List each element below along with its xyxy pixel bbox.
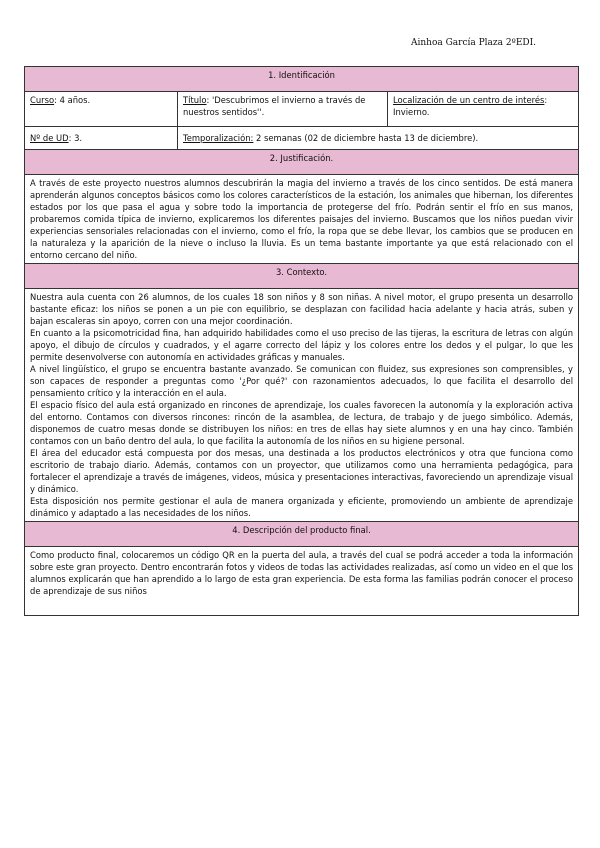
curso-cell <box>25 92 178 127</box>
titulo-label: Título <box>183 95 207 105</box>
contexto-paragraph: El área del educador está compuesta por dos mesas, una destinada a los productos electrónicos y otra que funciona como escritorio de trabajo diario. Además, contamos con un proyector, que utilizamos como una herramienta pedagógica, para fortalecer el aprendizaje a través de imágenes, videos, música y presentaciones interactivas, favoreciendo un aprendizaje visual y dinámico. <box>30 448 574 494</box>
temporalizacion-label: Temporalización: <box>183 133 254 143</box>
producto-text: Como producto final, colocaremos un código QR en la puerta del aula, a través del cual se podrá acceder a toda la información sobre este gran proyecto. Dentro encontrarán fotos y videos de todas las actividades realizadas, así como un video en el que los alumnos explicarán que han aprendido a lo largo de esta gran experiencia. De esta forma las familias podrán conocer el proceso de aprendizaje de sus niños <box>30 550 574 596</box>
justificacion-text: A través de este proyecto nuestros alumnos descubrirán la magia del invierno a través de los cinco sentidos. De está manera aprenderán algunos conceptos básicos como los colores característicos de la estación, los animales que hibernan, los diferentes estados por los que pasa el agua y sobre todo la importancia de protegerse del frío. Podrán sentir el frío en sus manos, probaremos comida típica de invierno, explicaremos los diferentes paisajes del invierno. Buscamos que los niños puedan vivir experiencias sensoriales relacionadas con el invierno, como el frío, la ropa que se debe llevar, los cambios que se producen en la naturaleza y la aparición de la nieve o incluso la lluvia. Es un tema bastante importante ya que está relacionado con el entorno cercano del niño. <box>25 175 579 264</box>
section-title: 1. Identificación <box>25 67 579 92</box>
project-table <box>24 66 579 616</box>
ud-cell <box>25 127 178 150</box>
curso-label: Curso <box>30 95 55 105</box>
section-header-producto <box>25 522 579 547</box>
localizacion-cell <box>388 92 579 127</box>
author-name: Ainhoa García Plaza 2ºEDI. <box>411 38 537 48</box>
contexto-text <box>25 289 579 522</box>
producto-row <box>25 547 579 616</box>
ud-label: Nº de UD <box>30 133 69 143</box>
section-header-justificacion <box>25 150 579 175</box>
justificacion-row <box>25 175 579 264</box>
contexto-paragraph: En cuanto a la psicomotricidad fina, han adquirido habilidades como el uso preciso de las tijeras, la escritura de letras con algún apoyo, el dibujo de círculos y cuadrados, y el agarre correcto del lápiz y los colores entre los dedos y el pulgar, lo que les permite desenvolverse con autonomía en actividades gráficas y manuales. <box>30 328 574 362</box>
contexto-paragraph: El espacio físico del aula está organizado en rincones de aprendizaje, los cuales favorecen la autonomía y la exploración activa del entorno. Contamos con diversos rincones: rincón de la asamblea, de lectura, de trabajo y de juego simbólico. Además, disponemos de cuatro mesas donde se distribuyen los niños: en tres de ellas hay siete alumnos y en una hay cinco. También contamos con un baño dentro del aula, lo que facilita la autonomía de los niños en su higiene personal. <box>30 400 574 446</box>
contexto-paragraph: Nuestra aula cuenta con 26 alumnos, de los cuales 18 son niños y 8 son niñas. A nivel motor, el grupo presenta un desarrollo bastante eficaz: los niños se ponen a un pie con equilibrio, se desplazan con facilidad hacia adelante y hacia atrás, suben y bajan escaleras sin apoyo, corren con una mejor coordinación. <box>30 292 574 326</box>
info-row-2 <box>25 127 579 150</box>
section-title: 4. Descripción del producto final. <box>25 522 579 547</box>
localizacion-value: : Invierno. <box>393 95 548 117</box>
ud-value: : 3. <box>68 133 83 143</box>
section-header-identificacion <box>25 67 579 92</box>
section-header-contexto <box>25 264 579 289</box>
contexto-paragraph: Esta disposición nos permite gestionar el aula de manera organizada y eficiente, promoviendo un ambiente de aprendizaje dinámico y adaptado a las necesidades de los niños. <box>30 496 574 518</box>
section-title: 3. Contexto. <box>25 264 579 289</box>
contexto-row <box>25 289 579 522</box>
curso-value: : 4 años. <box>54 95 91 105</box>
producto-cell <box>25 547 579 616</box>
titulo-value: : 'Descubrimos el invierno a través de nuestros sentidos''. <box>183 95 366 117</box>
info-row-1 <box>25 92 579 127</box>
contexto-paragraph: A nivel lingüístico, el grupo se encuentra bastante avanzado. Se comunican con fluidez, sus expresiones son comprensibles, y son capaces de responder a preguntas como '¿Por qué?' con razonamientos adecuados, lo que facilita el desarrollo del pensamiento crítico y la interacción en el aula. <box>30 364 574 398</box>
section-title: 2. Justificación. <box>25 150 579 175</box>
titulo-cell <box>178 92 388 127</box>
temporalizacion-value: 2 semanas (02 de diciembre hasta 13 de diciembre). <box>253 133 479 143</box>
temporalizacion-cell <box>178 127 579 150</box>
localizacion-label: Localización de un centro de interés <box>393 95 545 105</box>
